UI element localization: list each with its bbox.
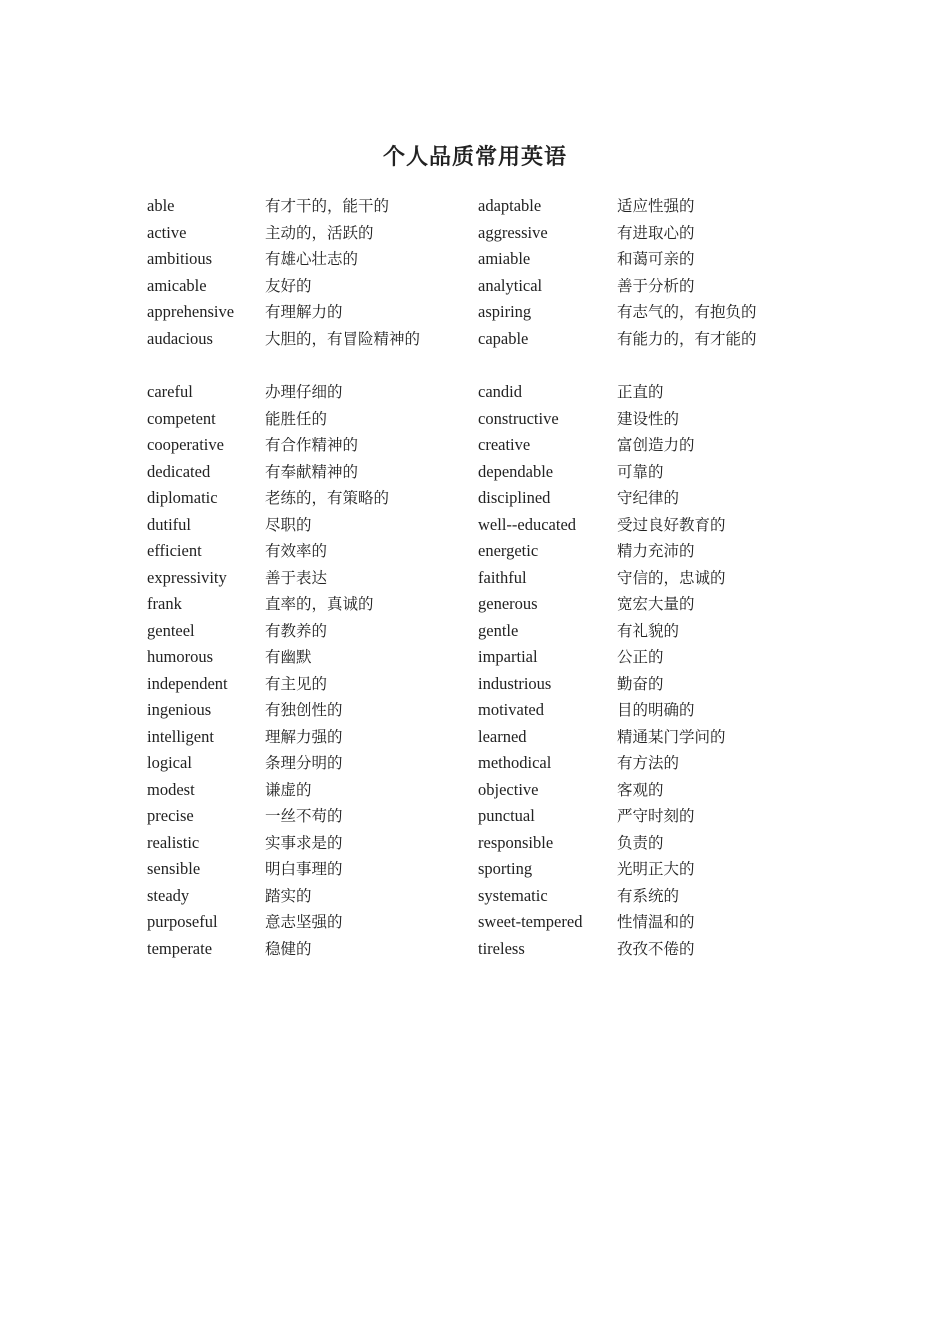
chinese-meaning: 有幽默 <box>265 648 312 666</box>
chinese-meaning: 意志坚强的 <box>265 913 343 931</box>
table-row <box>147 299 847 326</box>
table-row <box>147 485 847 512</box>
chinese-meaning: 尽职的 <box>265 515 312 534</box>
chinese-meaning: 宽宏大量的 <box>617 595 695 613</box>
english-word: dutiful <box>147 514 191 534</box>
english-word: motivated <box>478 700 544 719</box>
chinese-meaning: 客观的 <box>617 780 664 799</box>
vocab-table-section-1 <box>147 193 847 352</box>
chinese-meaning: 守信的，忠诚的 <box>617 568 726 587</box>
chinese-meaning: 孜孜不倦的 <box>617 939 695 958</box>
english-word: punctual <box>478 806 535 825</box>
chinese-meaning: 精力充沛的 <box>617 542 695 560</box>
table-row <box>147 883 847 910</box>
table-row <box>147 459 847 486</box>
english-word: adaptable <box>478 196 542 215</box>
chinese-meaning: 能胜任的 <box>265 409 328 428</box>
chinese-meaning: 稳健的 <box>265 939 312 958</box>
english-word: systematic <box>478 885 548 905</box>
english-word: intelligent <box>147 726 214 746</box>
chinese-meaning: 明白事理的 <box>265 860 343 878</box>
chinese-meaning: 正直的 <box>617 383 664 401</box>
chinese-meaning: 善于分析的 <box>617 276 695 295</box>
english-word: amicable <box>147 275 207 295</box>
table-row <box>147 803 847 830</box>
table-row <box>147 406 847 433</box>
chinese-meaning: 直率的，真诚的 <box>265 595 374 613</box>
english-word: cooperative <box>147 435 224 454</box>
chinese-meaning: 办理仔细的 <box>265 383 343 401</box>
english-word: constructive <box>478 408 559 428</box>
chinese-meaning: 理解力强的 <box>265 727 343 746</box>
chinese-meaning: 老练的，有策略的 <box>265 489 390 507</box>
chinese-meaning: 精通某门学问的 <box>617 727 726 746</box>
chinese-meaning: 有礼貌的 <box>617 621 680 640</box>
chinese-meaning: 富创造力的 <box>617 436 695 454</box>
chinese-meaning: 有教养的 <box>265 621 328 640</box>
english-word: purposeful <box>147 912 218 931</box>
chinese-meaning: 实事求是的 <box>265 833 343 852</box>
table-row <box>147 273 847 300</box>
table-row <box>147 724 847 751</box>
english-word: aggressive <box>478 222 548 242</box>
table-row <box>147 220 847 247</box>
chinese-meaning: 光明正大的 <box>617 860 695 878</box>
english-word: precise <box>147 806 194 825</box>
table-row <box>147 618 847 645</box>
chinese-meaning: 主动的，活跃的 <box>265 223 374 242</box>
english-word: gentle <box>478 620 519 640</box>
table-row <box>147 909 847 936</box>
english-word: faithful <box>478 567 527 587</box>
chinese-meaning: 性情温和的 <box>617 913 695 931</box>
english-word: capable <box>478 328 529 348</box>
english-word: steady <box>147 885 190 905</box>
english-word: analytical <box>478 275 543 295</box>
english-word: efficient <box>147 541 202 560</box>
english-word: objective <box>478 779 539 799</box>
table-row <box>147 830 847 857</box>
chinese-meaning: 友好的 <box>265 276 312 295</box>
chinese-meaning: 建设性的 <box>617 409 680 428</box>
table-row <box>147 538 847 565</box>
table-row <box>147 193 847 220</box>
english-word: well--educated <box>478 514 577 534</box>
chinese-meaning: 大胆的，有冒险精神的 <box>265 329 421 348</box>
chinese-meaning: 踏实的 <box>265 886 312 905</box>
english-word: tireless <box>478 938 525 958</box>
table-row <box>147 671 847 698</box>
chinese-meaning: 公正的 <box>617 648 664 666</box>
english-word: diplomatic <box>147 488 218 507</box>
english-word: ingenious <box>147 700 212 719</box>
table-row <box>147 326 847 353</box>
table-row <box>147 697 847 724</box>
chinese-meaning: 善于表达 <box>265 568 328 587</box>
english-word: realistic <box>147 832 200 852</box>
table-row <box>147 512 847 539</box>
english-word: candid <box>478 382 522 401</box>
english-word: temperate <box>147 938 213 958</box>
english-word: apprehensive <box>147 302 235 321</box>
table-row <box>147 591 847 618</box>
chinese-meaning: 有进取心的 <box>617 223 695 242</box>
chinese-meaning: 条理分明的 <box>265 754 343 772</box>
chinese-meaning: 有志气的，有抱负的 <box>617 303 757 321</box>
english-word: generous <box>478 594 538 613</box>
chinese-meaning: 有主见的 <box>265 674 328 693</box>
english-word: creative <box>478 435 531 454</box>
chinese-meaning: 负责的 <box>617 833 664 852</box>
english-word: dependable <box>478 461 554 481</box>
english-word: dedicated <box>147 461 211 481</box>
chinese-meaning: 有能力的，有才能的 <box>617 329 757 348</box>
table-row <box>147 246 847 273</box>
english-word: frank <box>147 594 182 613</box>
chinese-meaning: 和蔼可亲的 <box>617 250 695 268</box>
table-row <box>147 777 847 804</box>
english-word: careful <box>147 382 193 401</box>
chinese-meaning: 目的明确的 <box>617 701 695 719</box>
english-word: competent <box>147 408 216 428</box>
english-word: genteel <box>147 620 195 640</box>
chinese-meaning: 有方法的 <box>617 754 680 772</box>
english-word: impartial <box>478 647 538 666</box>
english-word: sporting <box>478 859 533 878</box>
chinese-meaning: 勤奋的 <box>617 674 664 693</box>
vocab-table-section-2 <box>147 379 847 962</box>
english-word: sensible <box>147 859 201 878</box>
table-row <box>147 565 847 592</box>
chinese-meaning: 有系统的 <box>617 886 680 905</box>
chinese-meaning: 一丝不苟的 <box>265 807 343 825</box>
page-title: 个人品质常用英语 <box>382 145 567 170</box>
chinese-meaning: 有理解力的 <box>265 303 343 321</box>
english-word: expressivity <box>147 567 227 587</box>
chinese-meaning: 守纪律的 <box>617 489 680 507</box>
table-row <box>147 936 847 963</box>
english-word: responsible <box>478 832 554 852</box>
chinese-meaning: 适应性强的 <box>617 197 695 215</box>
table-row <box>147 856 847 883</box>
english-word: disciplined <box>478 488 551 507</box>
english-word: sweet-tempered <box>478 912 583 931</box>
english-word: logical <box>147 753 192 772</box>
english-word: able <box>147 196 175 215</box>
chinese-meaning: 受过良好教育的 <box>617 515 726 534</box>
chinese-meaning: 严守时刻的 <box>617 807 695 825</box>
table-row <box>147 432 847 459</box>
english-word: energetic <box>478 541 539 560</box>
english-word: independent <box>147 673 228 693</box>
english-word: learned <box>478 726 527 746</box>
english-word: humorous <box>147 647 213 666</box>
chinese-meaning: 谦虚的 <box>265 780 312 799</box>
english-word: methodical <box>478 753 552 772</box>
english-word: industrious <box>478 673 552 693</box>
chinese-meaning: 有雄心壮志的 <box>265 250 359 268</box>
chinese-meaning: 有效率的 <box>265 542 328 560</box>
chinese-meaning: 有才干的，能干的 <box>265 197 390 215</box>
chinese-meaning: 有独创性的 <box>265 701 343 719</box>
table-row <box>147 379 847 406</box>
english-word: active <box>147 222 187 242</box>
english-word: modest <box>147 779 195 799</box>
chinese-meaning: 有奉献精神的 <box>265 462 359 481</box>
english-word: amiable <box>478 249 531 268</box>
english-word: aspiring <box>478 302 532 321</box>
chinese-meaning: 有合作精神的 <box>265 436 359 454</box>
english-word: audacious <box>147 328 213 348</box>
chinese-meaning: 可靠的 <box>617 462 664 481</box>
table-row <box>147 644 847 671</box>
english-word: ambitious <box>147 249 213 268</box>
table-row <box>147 750 847 777</box>
